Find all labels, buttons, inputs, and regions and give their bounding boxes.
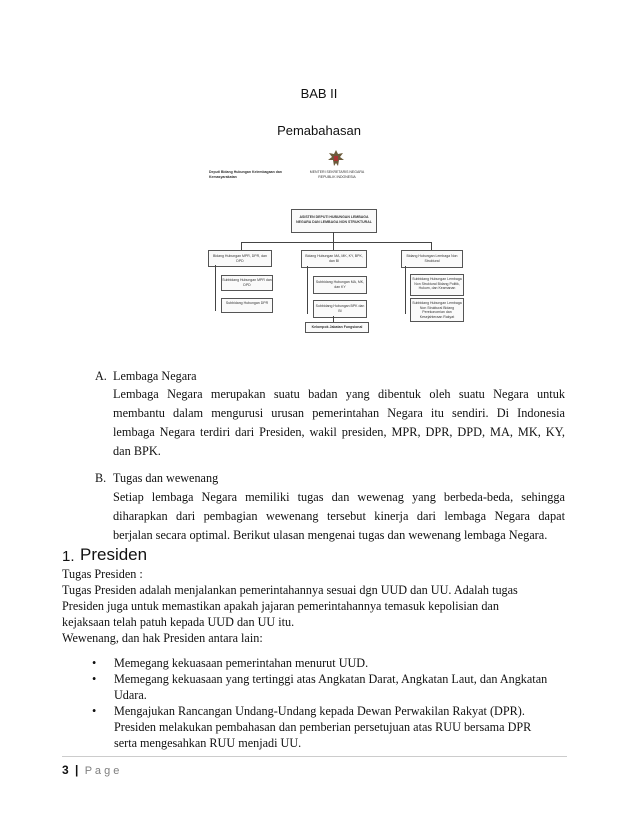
org-col1-sub1-label: Subbidang Hubungan MPR dan DPD [222, 278, 272, 287]
section-title: Pemabahasan [277, 123, 361, 138]
bullet-icon: • [92, 672, 97, 686]
org-col3-sub2-label: Subbidang Hubungan Lembaga Non Struktural Bidang Perekonomian dan Kesejahteraan Rakyat [412, 301, 462, 319]
section-b-line: berjalan secara optimal. Berikut ulasan mengenai tugas dan wewenang lembaga Negara. [113, 528, 548, 542]
org-col1-head [208, 250, 272, 267]
org-col2-sub2 [313, 300, 367, 318]
presiden-line: Presiden juga untuk memastikan apakah jajaran pemerintahannya temasuk kepolisian dan [62, 599, 499, 613]
org-bottom-box [305, 322, 369, 333]
bullet-item [92, 703, 592, 751]
page-number: 3 [62, 763, 69, 777]
seal-caption-1: MENTERI SEKRETARIS NEGARA [309, 170, 365, 174]
section-a-body [113, 385, 565, 461]
org-col3-sub1 [410, 274, 464, 296]
presiden-heading: Presiden [80, 545, 148, 564]
page-separator: | [75, 763, 79, 777]
org-header-text: Deputi Bidang Hubungan Kelembagaan dan Kemasyarakatan [209, 170, 282, 179]
bullet-item [92, 655, 592, 671]
bullet-line: Udara. [114, 688, 147, 702]
org-col3-head-label: Bidang Hubungan Lembaga Non Struktural [406, 254, 458, 263]
section-a-line: Lembaga Negara merupakan suatu badan yang dibentuk oleh suatu Negara untuk [113, 387, 565, 401]
org-col2-sub1-label: Subbidang Hubungan MA, MK, dan KY [315, 280, 365, 289]
org-col2-head-label: Bidang Hubungan MA, MK, KY, BPK, dan BI [305, 254, 363, 263]
org-col2-sub1 [313, 276, 367, 294]
section-b-label: B. [95, 471, 107, 485]
presiden-line: kejaksaan telah patuh kepada UUD dan UU itu. [62, 615, 295, 629]
org-col2-head [301, 250, 367, 268]
footer-rule [62, 756, 567, 757]
section-a-line: dan BPK. [113, 444, 161, 458]
bullet-icon: • [92, 704, 97, 718]
org-col1-sub2-label: Subbidang Hubungan DPR [225, 301, 269, 305]
section-a-label: A. [95, 369, 107, 383]
section-b-body [113, 488, 565, 545]
bullet-line: Memegang kekuasaan pemerintahan menurut UUD. [114, 656, 369, 670]
section-a-line: lembaga Negara terdiri dari Presiden, wakil presiden, MPR, DPR, DPD, MA, MK, KY, [113, 425, 565, 439]
org-col3-sub2 [410, 298, 464, 322]
page-footer [62, 763, 119, 777]
org-col2-sub2-label: Subbidang Hubungan BPK dan BI [315, 304, 365, 313]
org-chart [205, 148, 467, 335]
presiden-line: Tugas Presiden adalah menjalankan pemerintahannya sesuai dgn UUD dan UU. Adalah tugas [62, 583, 518, 597]
bullet-icon: • [92, 656, 97, 670]
bullet-item [92, 671, 592, 703]
section-b-heading: Tugas dan wewenang [113, 471, 219, 485]
chapter-title: BAB II [300, 86, 338, 101]
org-top-box [291, 209, 377, 233]
presiden-line: Tugas Presiden : [62, 567, 143, 581]
org-col3-head [401, 250, 463, 268]
bullet-line: Mengajukan Rancangan Undang-Undang kepada Dewan Perwakilan Rakyat (DPR). [114, 704, 525, 718]
presiden-number: 1. [62, 548, 75, 565]
section-a-line: membantu dalam mengurusi urusan pemerintahan Negara itu sendiri. Di Indonesia [113, 406, 565, 420]
garuda-seal-icon [327, 148, 345, 170]
org-col1-head-label: Bidang Hubungan MPR, DPR, dan DPD [213, 254, 267, 263]
bullet-line: serta mengesahkan RUU menjadi UU. [114, 736, 302, 750]
org-col1-sub1 [221, 275, 273, 291]
page-word: P a g e [84, 765, 120, 777]
bullet-line: Presiden melakukan pembahasan dan pemberian persetujuan atas RUU bersama DPR [114, 720, 532, 734]
org-top-box-label: ASISTEN DEPUTI HUBUNGAN LEMBAGA NEGARA DAN LEMBAGA NON STRUKTURAL [296, 215, 372, 224]
section-b-line: diharapkan dari pembagian wewenang tersebut kinerja dari lembaga Negara dapat [113, 509, 565, 523]
section-b-line: Setiap lembaga Negara memiliki tugas dan wewenag yang berbeda-beda, sehingga [113, 490, 565, 504]
org-bottom-box-label: Kelompok Jabatan Fungsional [311, 325, 363, 329]
org-col1-sub2 [221, 298, 273, 313]
bullet-line: Memegang kekuasaan yang tertinggi atas Angkatan Darat, Angkatan Laut, dan Angkatan [114, 672, 548, 686]
org-col3-sub1-label: Subbidang Hubungan Lembaga Non Struktural Bidang Politik, Hukum, dan Keamanan [412, 277, 462, 290]
presiden-line: Wewenang, dan hak Presiden antara lain: [62, 631, 263, 645]
seal-caption-2: REPUBLIK INDONESIA [318, 175, 356, 179]
section-a-heading: Lembaga Negara [113, 369, 197, 383]
